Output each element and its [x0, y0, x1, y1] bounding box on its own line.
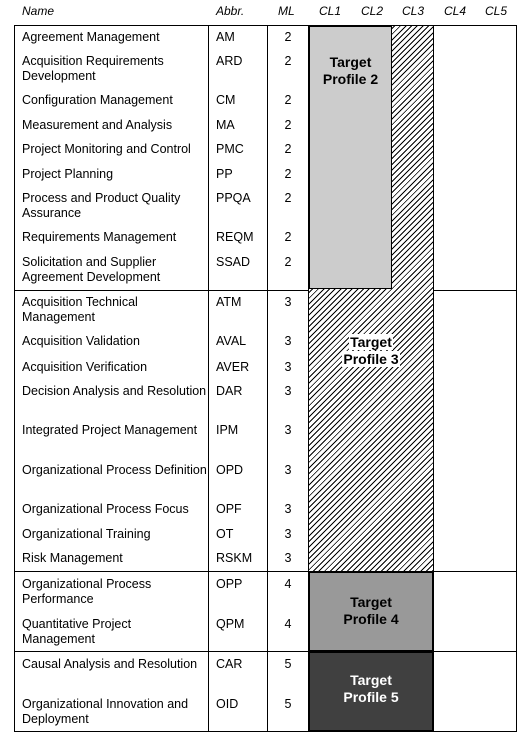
process-area-abbr: OPP [216, 577, 243, 591]
process-area-name: Organizational Innovation and Deployment [22, 697, 189, 726]
maturity-level-value: 2 [284, 191, 292, 205]
process-area-name: Organizational Process Focus [22, 502, 189, 516]
process-area-abbr: MA [216, 118, 235, 132]
process-area-abbr: QPM [216, 617, 245, 631]
process-area-abbr: SSAD [216, 255, 251, 269]
process-area-abbr: REQM [216, 230, 254, 244]
process-area-abbr: AM [216, 30, 235, 44]
process-area-name: Acquisition Technical Management [22, 295, 138, 324]
process-area-name: Integrated Project Management [22, 423, 198, 437]
header-ml: ML [278, 4, 295, 18]
process-area-name: Configuration Management [22, 93, 173, 107]
process-area-abbr: PMC [216, 142, 244, 156]
process-area-abbr: DAR [216, 384, 243, 398]
maturity-level-value: 3 [284, 527, 292, 541]
header-cl2: CL2 [361, 4, 384, 18]
process-area-name: Requirements Management [22, 230, 177, 244]
process-area-name: Causal Analysis and Resolution [22, 657, 198, 671]
maturity-level-value: 2 [284, 54, 292, 68]
process-area-abbr: OT [216, 527, 234, 541]
maturity-level-value: 2 [284, 30, 292, 44]
process-area-name: Process and Product Quality Assurance [22, 191, 181, 220]
maturity-level-value: 5 [284, 657, 292, 671]
process-area-abbr: PP [216, 167, 233, 181]
process-area-name: Organizational Process Performance [22, 577, 152, 606]
maturity-level-value: 3 [284, 502, 292, 516]
process-area-abbr: CM [216, 93, 236, 107]
column-divider-abbr [208, 25, 209, 732]
process-area-name: Acquisition Requirements Development [22, 54, 164, 83]
header-cl1: CL1 [319, 4, 342, 18]
maturity-level-value: 4 [284, 617, 292, 631]
maturity-level-value: 3 [284, 463, 292, 477]
process-area-abbr: OID [216, 697, 239, 711]
column-divider-cl1 [308, 25, 309, 732]
process-area-name: Risk Management [22, 551, 123, 565]
maturity-level-value: 2 [284, 93, 292, 107]
process-area-abbr: AVAL [216, 334, 247, 348]
header-cl5: CL5 [485, 4, 508, 18]
maturity-level-value: 3 [284, 423, 292, 437]
process-area-abbr: RSKM [216, 551, 253, 565]
process-area-abbr: OPF [216, 502, 242, 516]
process-area-name: Acquisition Validation [22, 334, 140, 348]
process-area-name: Solicitation and Supplier Agreement Development [22, 255, 161, 284]
maturity-level-value: 3 [284, 551, 292, 565]
header-cl4: CL4 [444, 4, 467, 18]
maturity-level-value: 4 [284, 577, 292, 591]
maturity-level-value: 2 [284, 142, 292, 156]
process-area-name: Organizational Training [22, 527, 151, 541]
process-area-abbr: AVER [216, 360, 250, 374]
maturity-level-value: 3 [284, 360, 292, 374]
maturity-level-value: 2 [284, 167, 292, 181]
target-profile-4-label: Target Profile 4 [343, 594, 399, 627]
maturity-level-value: 2 [284, 230, 292, 244]
process-area-abbr: CAR [216, 657, 243, 671]
maturity-level-value: 2 [284, 118, 292, 132]
maturity-level-value: 3 [284, 295, 292, 309]
column-divider-cl4 [433, 25, 434, 732]
process-area-abbr: OPD [216, 463, 244, 477]
process-area-abbr: IPM [216, 423, 239, 437]
process-area-name: Agreement Management [22, 30, 160, 44]
maturity-level-value: 3 [284, 384, 292, 398]
maturity-level-value: 3 [284, 334, 292, 348]
target-profile-2-label: Target Profile 2 [322, 54, 379, 87]
process-area-name: Acquisition Verification [22, 360, 148, 374]
process-area-abbr: ATM [216, 295, 242, 309]
process-area-abbr: ARD [216, 54, 243, 68]
process-area-name: Decision Analysis and Resolution [22, 384, 207, 398]
process-area-name: Project Planning [22, 167, 114, 181]
maturity-level-value: 5 [284, 697, 292, 711]
process-area-abbr: PPQA [216, 191, 251, 205]
header-abbr: Abbr. [216, 4, 245, 18]
process-area-name: Quantitative Project Management [22, 617, 132, 646]
header-cl3: CL3 [402, 4, 425, 18]
process-area-name: Measurement and Analysis [22, 118, 173, 132]
target-profile-3-label: Target Profile 3 [343, 334, 399, 367]
process-area-name: Organizational Process Definition [22, 463, 207, 477]
process-area-name: Project Monitoring and Control [22, 142, 191, 156]
header-name: Name [22, 4, 55, 18]
target-profile-5-label: Target Profile 5 [343, 672, 399, 705]
maturity-level-value: 2 [284, 255, 292, 269]
